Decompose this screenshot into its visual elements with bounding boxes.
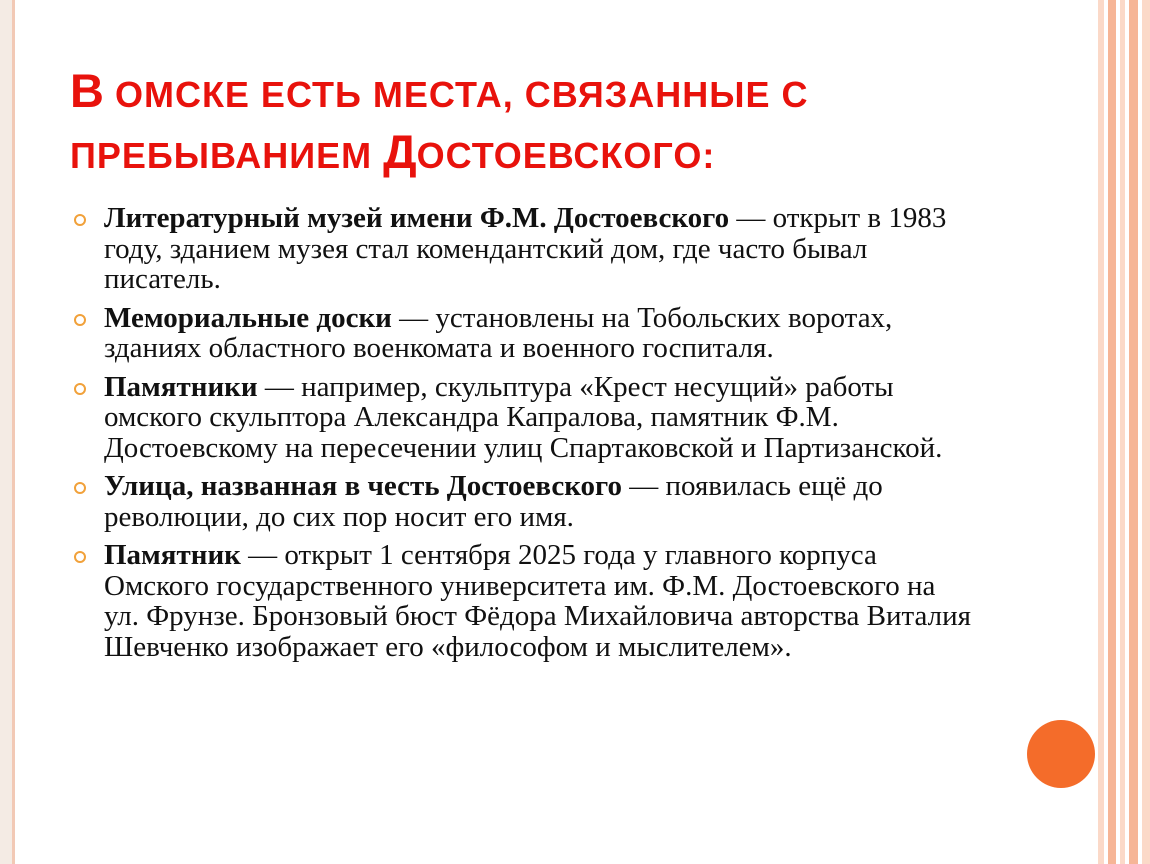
stripe (1142, 0, 1150, 864)
title-part: ОСТОЕВСКОГО: (416, 135, 716, 176)
item-text: — появилась ещё до революции, до сих пор носит его имя. (104, 470, 883, 533)
bullet-list (72, 203, 972, 670)
item-heading: Улица, названная в честь Достоевского (104, 470, 622, 502)
accent-circle (1027, 720, 1095, 788)
list-item (72, 540, 972, 662)
slide-title (70, 62, 1030, 184)
list-item (72, 471, 972, 532)
item-heading: Мемориальные доски (104, 301, 392, 334)
title-part: Д (383, 125, 417, 178)
bullet-icon (74, 551, 86, 563)
item-heading: Литературный музей имени Ф.М. Достоевского (104, 202, 730, 234)
item-text: — например, скульптура «Крест несущий» работы омского скульптора Александра Капралова, памятник Ф.М. Достоевскому на пересечении улиц Спартаковской и Партизанской. (104, 370, 943, 464)
item-text: — открыт в 1983 году, зданием музея стал комендантский дом, где часто бывал писатель. (104, 202, 947, 295)
stripe (1120, 0, 1125, 864)
list-item (72, 203, 972, 295)
item-heading: Памятник (104, 539, 241, 571)
list-item (72, 303, 972, 364)
list-item (72, 372, 972, 464)
stripe (1098, 0, 1104, 864)
item-text: — установлены на Тобольских воротах, зданиях областного военкомата и военного госпиталя. (104, 301, 893, 364)
bullet-icon (74, 383, 86, 395)
title-part: ОМСКЕ ЕСТЬ МЕСТА, СВЯЗАННЫЕ С ПРЕБЫВАНИЕМ (70, 74, 809, 176)
item-heading: Памятники (104, 370, 258, 403)
decorative-stripes (1098, 0, 1150, 864)
item-text: — открыт 1 сентября 2025 года у главного корпуса Омского государственного университета им. Ф.М. Достоевского на ул. Фрунзе. Бронзовый бюст Фёдора Михайловича авторства Виталия Шевченко изображает его «философом и мыслителем». (104, 539, 972, 663)
stripe (1108, 0, 1116, 864)
stripe (1129, 0, 1138, 864)
bullet-icon (74, 482, 86, 494)
bullet-icon (74, 214, 86, 226)
title-part: В (70, 64, 104, 117)
bullet-icon (74, 314, 86, 326)
